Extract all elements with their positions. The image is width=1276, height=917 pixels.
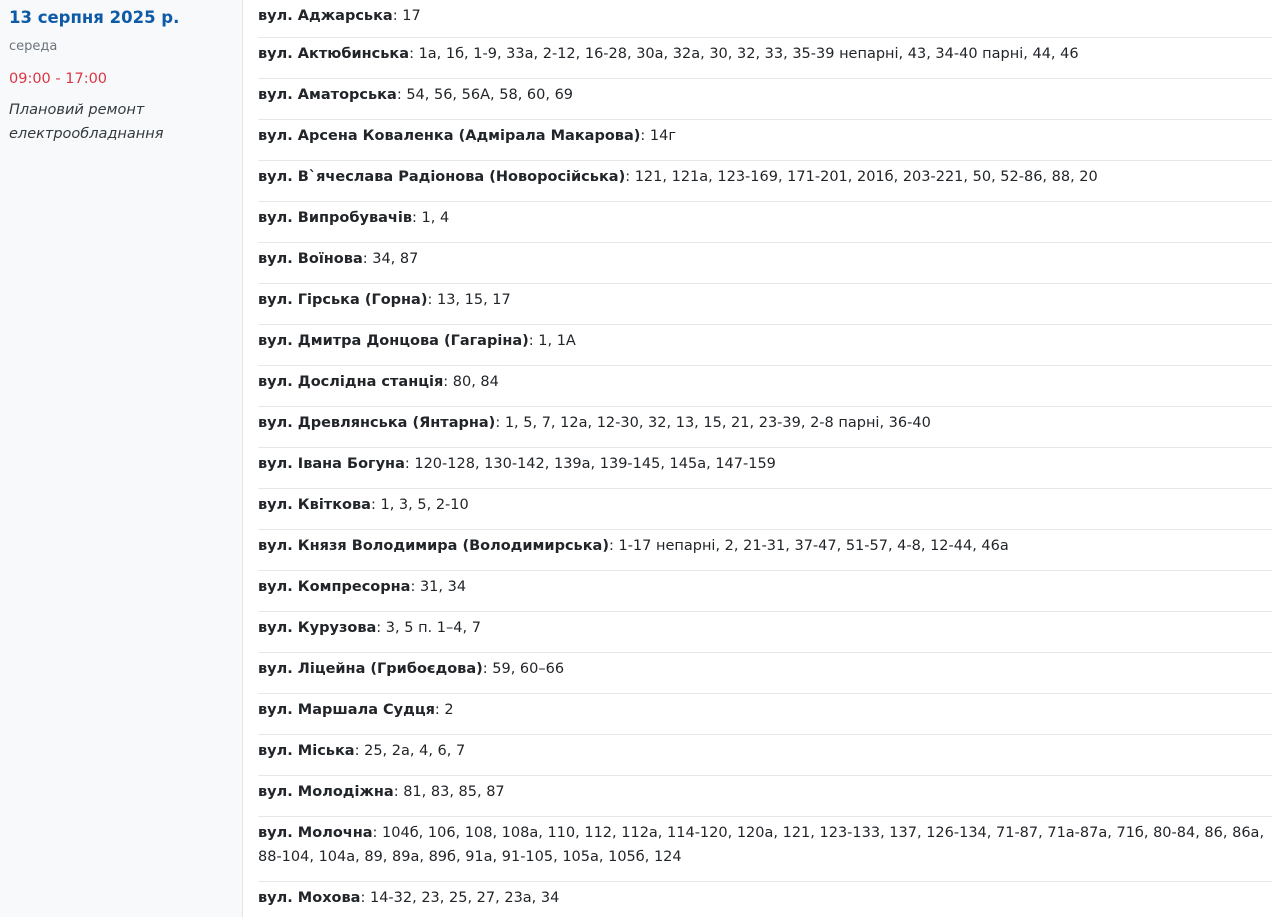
street-name: вул. Міська <box>258 743 355 759</box>
street-row: вул. Випробувачів: 1, 4 <box>258 202 1272 243</box>
street-name: вул. Аджарська <box>258 8 393 24</box>
house-numbers: 104б, 106, 108, 108а, 110, 112, 112а, 114-120, 120а, 121, 123-133, 137, 126-134, 71-87, 71а-87а, 71б, 80-84, 86, 86а, 88-104, 104а, 89, 89а, 89б, 91а, 91-105, 105а, 105б, 124 <box>258 825 1265 865</box>
house-numbers: 80, 84 <box>452 374 499 390</box>
street-row: вул. Князя Володимира (Володимирська): 1-17 непарні, 2, 21-31, 37-47, 51-57, 4-8, 12-44, 46а <box>258 530 1272 571</box>
house-numbers: 3, 5 п. 1–4, 7 <box>385 620 481 636</box>
street-name: вул. Гірська (Горна) <box>258 292 428 308</box>
street-row: вул. В`ячеслава Радіонова (Новоросійська): 121, 121а, 123-169, 171-201, 201б, 203-221, 50, 52-86, 88, 20 <box>258 161 1272 202</box>
house-numbers: 14-32, 23, 25, 27, 23а, 34 <box>369 890 560 906</box>
house-numbers: 1, 3, 5, 2-10 <box>380 497 469 513</box>
street-row: вул. Дмитра Донцова (Гагаріна): 1, 1А <box>258 325 1272 366</box>
street-name: вул. Дослідна станція <box>258 374 444 390</box>
street-name: вул. Ліцейна (Грибоєдова) <box>258 661 483 677</box>
outage-time-range: 09:00 - 17:00 <box>9 71 108 87</box>
street-row: вул. Ліцейна (Грибоєдова): 59, 60–66 <box>258 653 1272 694</box>
street-name: вул. Актюбинська <box>258 46 410 62</box>
street-name: вул. В`ячеслава Радіонова (Новоросійська) <box>258 169 626 185</box>
street-row: вул. Міська: 25, 2а, 4, 6, 7 <box>258 735 1272 776</box>
house-numbers: 1, 5, 7, 12а, 12-30, 32, 13, 15, 21, 23-39, 2-8 парні, 36-40 <box>504 415 931 431</box>
house-numbers: 54, 56, 56А, 58, 60, 69 <box>406 87 574 103</box>
street-row: вул. Гірська (Горна): 13, 15, 17 <box>258 284 1272 325</box>
house-numbers: 120-128, 130-142, 139а, 139-145, 145а, 147-159 <box>414 456 776 472</box>
outage-reason: Плановий ремонт електрообладнання <box>9 102 164 142</box>
street-row: вул. Аматорська: 54, 56, 56А, 58, 60, 69 <box>258 79 1272 120</box>
street-row: вул. Воїнова: 34, 87 <box>258 243 1272 284</box>
street-name: вул. Арсена Коваленка (Адмірала Макарова) <box>258 128 641 144</box>
street-name: вул. Івана Богуна <box>258 456 405 472</box>
schedule-info-panel <box>0 0 243 917</box>
street-name: вул. Дмитра Донцова (Гагаріна) <box>258 333 529 349</box>
street-row: вул. Івана Богуна: 120-128, 130-142, 139а, 139-145, 145а, 147-159 <box>258 448 1272 489</box>
house-numbers: 17 <box>402 8 421 24</box>
street-row: вул. Аджарська: 17 <box>258 0 1272 38</box>
street-row: вул. Компресорна: 31, 34 <box>258 571 1272 612</box>
street-name: вул. Князя Володимира (Володимирська) <box>258 538 609 554</box>
house-numbers: 81, 83, 85, 87 <box>403 784 505 800</box>
house-numbers: 2 <box>444 702 454 718</box>
house-numbers: 1-17 непарні, 2, 21-31, 37-47, 51-57, 4-8, 12-44, 46а <box>618 538 1009 554</box>
street-name: вул. Молочна <box>258 825 373 841</box>
street-name: вул. Мохова <box>258 890 361 906</box>
street-name: вул. Випробувачів <box>258 210 413 226</box>
outage-weekday: середа <box>9 39 58 54</box>
house-numbers: 1, 4 <box>421 210 450 226</box>
outage-date: 13 серпня 2025 р. <box>9 8 180 27</box>
house-numbers: 1, 1А <box>538 333 576 349</box>
street-row: вул. Древлянська (Янтарна): 1, 5, 7, 12а, 12-30, 32, 13, 15, 21, 23-39, 2-8 парні, 36-40 <box>258 407 1272 448</box>
street-name: вул. Компресорна <box>258 579 411 595</box>
street-row: вул. Маршала Судця: 2 <box>258 694 1272 735</box>
street-row: вул. Квіткова: 1, 3, 5, 2-10 <box>258 489 1272 530</box>
house-numbers: 13, 15, 17 <box>436 292 511 308</box>
street-row: вул. Курузова: 3, 5 п. 1–4, 7 <box>258 612 1272 653</box>
street-name: вул. Древлянська (Янтарна) <box>258 415 496 431</box>
street-name: вул. Аматорська <box>258 87 397 103</box>
street-name: вул. Воїнова <box>258 251 363 267</box>
house-numbers: 1а, 1б, 1-9, 33а, 2-12, 16-28, 30а, 32а, 30, 32, 33, 35-39 непарні, 43, 34-40 парні, 44, 46 <box>418 46 1079 62</box>
street-name: вул. Молодіжна <box>258 784 394 800</box>
house-numbers: 34, 87 <box>372 251 419 267</box>
house-numbers: 25, 2а, 4, 6, 7 <box>364 743 466 759</box>
house-numbers: 121, 121а, 123-169, 171-201, 201б, 203-221, 50, 52-86, 88, 20 <box>634 169 1098 185</box>
street-row: вул. Актюбинська: 1а, 1б, 1-9, 33а, 2-12, 16-28, 30а, 32а, 30, 32, 33, 35-39 непарні, 43, 34-40 парні, 44, 46 <box>258 38 1272 79</box>
house-numbers: 31, 34 <box>419 579 467 595</box>
street-name: вул. Квіткова <box>258 497 371 513</box>
street-row: вул. Молодіжна: 81, 83, 85, 87 <box>258 776 1272 817</box>
street-name: вул. Курузова <box>258 620 377 636</box>
street-row: вул. Дослідна станція: 80, 84 <box>258 366 1272 407</box>
street-row: вул. Арсена Коваленка (Адмірала Макарова): 14г <box>258 120 1272 161</box>
street-row: вул. Мохова: 14-32, 23, 25, 27, 23а, 34 <box>258 882 1272 917</box>
street-name: вул. Маршала Судця <box>258 702 435 718</box>
house-numbers: 59, 60–66 <box>492 661 565 677</box>
street-row: вул. Молочна: 104б, 106, 108, 108а, 110, 112, 112а, 114-120, 120а, 121, 123-133, 137, 126-134, 71-87, 71а-87а, 71б, 80-84, 86, 86а, 88-104, 104а, 89, 89а, 89б, 91а, 91-105, 105а, 105б, 124 <box>258 817 1272 882</box>
street-list-panel <box>243 0 1276 917</box>
house-numbers: 14г <box>649 128 676 144</box>
street-list <box>258 0 1272 917</box>
